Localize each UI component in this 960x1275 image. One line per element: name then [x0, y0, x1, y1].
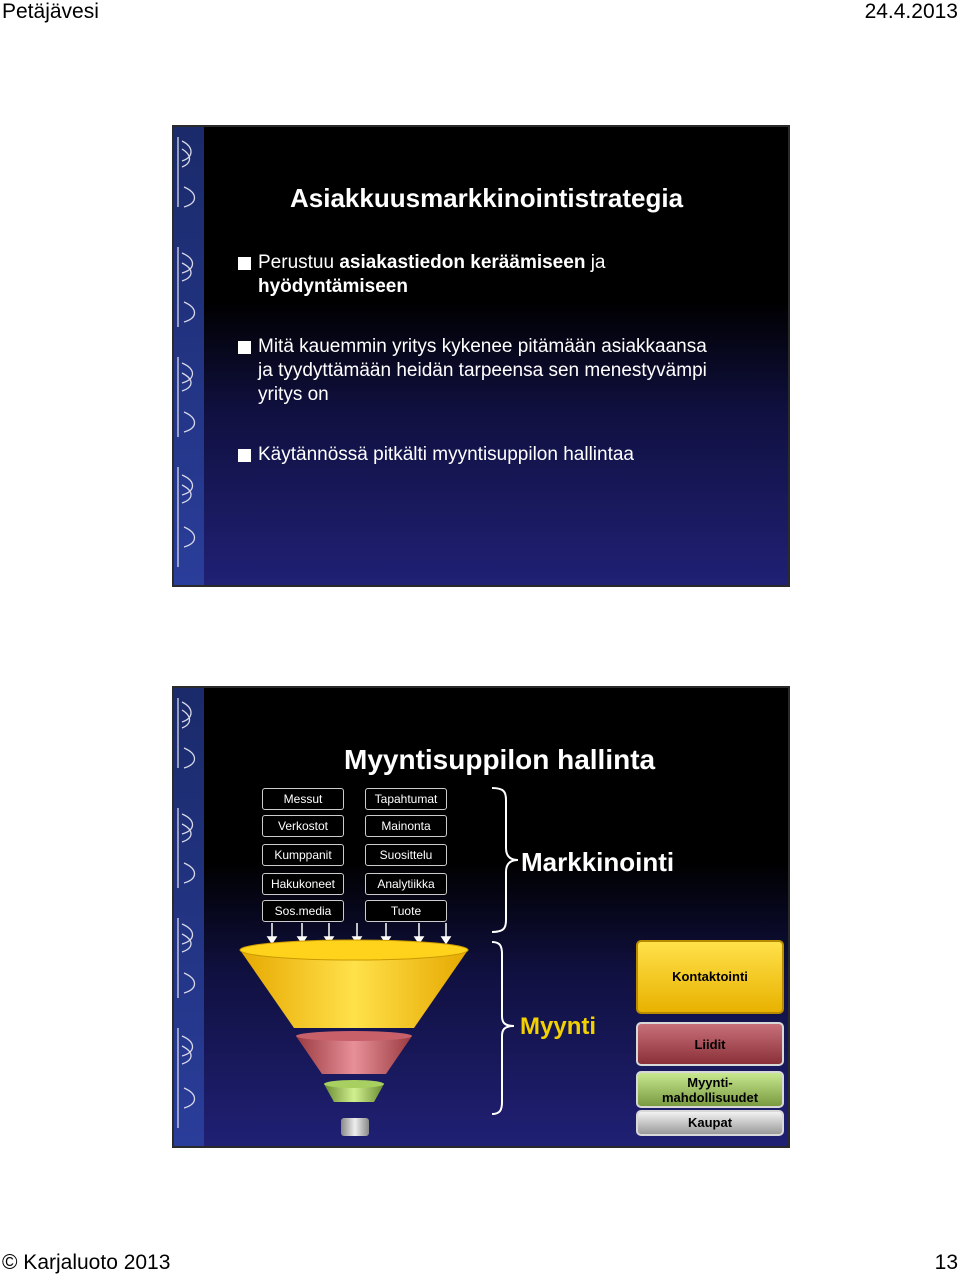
funnel-top [240, 940, 468, 1028]
bullet-emphasis: hyödyntämiseen [258, 276, 408, 297]
tag-tapahtumat: Tapahtumat [365, 788, 447, 810]
arrow-down-icon [268, 923, 276, 943]
bullet-square-icon [238, 341, 251, 354]
bullet-emphasis: asiakastiedon keräämiseen [339, 252, 586, 273]
brace-myynti [492, 942, 514, 1114]
bullet-line: ja tyydyttämään heidän tarpeensa sen menestyvämpi [258, 360, 707, 381]
funnel-bottom [341, 1118, 369, 1136]
slide-title: Myyntisuppilon hallinta [344, 744, 656, 775]
bullet-line: Käytännössä pitkälti myyntisuppilon hallintaa [258, 444, 634, 465]
tag-sosmedia: Sos.media [262, 900, 344, 922]
tag-tuote: Tuote [365, 900, 447, 922]
bullet-2 [258, 335, 707, 407]
label-myynti: Myynti [520, 1013, 597, 1040]
tag-verkostot: Verkostot [262, 815, 344, 837]
tag-analytiikka: Analytiikka [365, 873, 447, 895]
stage-myyntimahdollisuudet [636, 1071, 784, 1108]
header-date: 24.4.2013 [864, 0, 958, 23]
stage-kaupat: Kaupat [636, 1110, 784, 1136]
tag-kumppanit: Kumppanit [262, 844, 344, 866]
bullet-square-icon [238, 257, 251, 270]
slide-2 [172, 686, 790, 1148]
stage-kontaktointi: Kontaktointi [636, 940, 784, 1014]
footer-copyright: © Karjaluoto 2013 [2, 1251, 171, 1274]
bullet-text: ja [585, 252, 606, 273]
funnel-middle [296, 1031, 412, 1074]
arrow-down-icon [442, 923, 450, 943]
bullet-3 [258, 443, 634, 467]
funnel-lower [324, 1080, 384, 1102]
swirl-ornament-icon [174, 127, 204, 585]
bullet-1 [258, 251, 606, 299]
bullet-text: Perustuu [258, 252, 340, 273]
stage-line: mahdollisuudet [661, 1090, 759, 1105]
arrow-down-icon [415, 923, 423, 943]
label-markkinointi: Markkinointi [521, 847, 675, 877]
page-number: 13 [934, 1251, 958, 1274]
tag-messut: Messut [262, 788, 344, 810]
header-left: Petäjävesi [2, 0, 99, 23]
tag-suosittelu: Suosittelu [365, 844, 447, 866]
arrow-down-icon [298, 923, 306, 943]
bullet-line: yritys on [258, 384, 329, 405]
bullet-square-icon [238, 449, 251, 462]
tag-hakukoneet: Hakukoneet [262, 873, 344, 895]
stage-line: Myynti- [687, 1075, 733, 1090]
slide-title: Asiakkuusmarkkinointistrategia [290, 183, 684, 213]
brace-markkinointi [492, 788, 518, 932]
decorative-band [174, 127, 204, 585]
stage-liidit: Liidit [636, 1022, 784, 1066]
bullet-line: Mitä kauemmin yritys kykenee pitämään asiakkaansa [258, 336, 707, 357]
slide-1 [172, 125, 790, 587]
tag-mainonta: Mainonta [365, 815, 447, 837]
